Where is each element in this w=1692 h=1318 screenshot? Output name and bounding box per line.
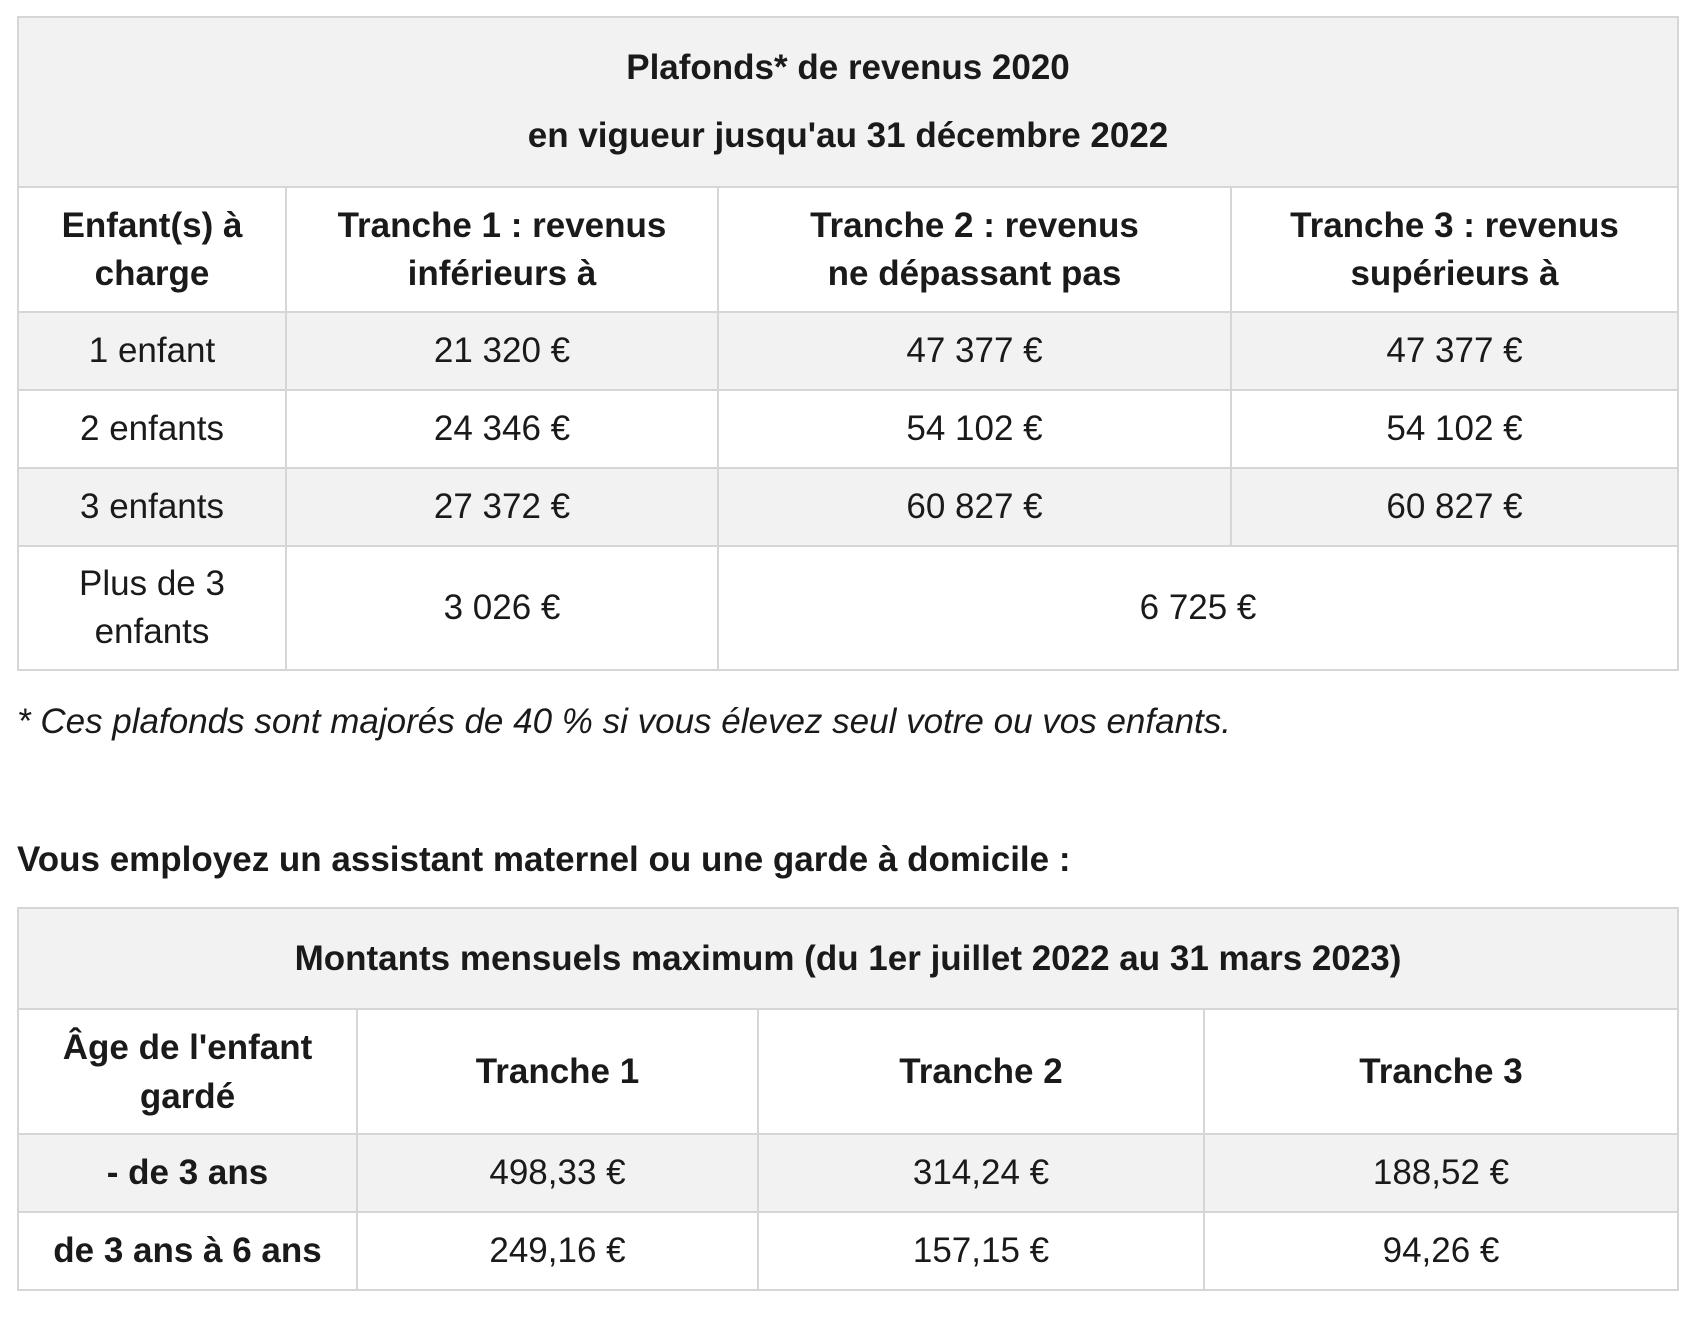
table-row (18, 468, 1678, 546)
row-label: de 3 ans à 6 ans (18, 1212, 357, 1290)
table1-caption-line1: Plafonds* de revenus 2020 (626, 48, 1070, 87)
cell-tranche2: 54 102 € (718, 390, 1231, 468)
table-row (18, 546, 1678, 670)
cell-tranche3: 47 377 € (1231, 312, 1678, 390)
section-heading: Vous employez un assistant maternel ou une garde à domicile : (17, 840, 1071, 879)
cell-tranche1: 3 026 € (286, 546, 718, 670)
table-row (18, 1212, 1678, 1290)
header-tranche1: Tranche 1 (357, 1009, 758, 1134)
table-row (18, 1134, 1678, 1212)
cell-tranche2: 60 827 € (718, 468, 1231, 546)
cell-tranche2: 157,15 € (758, 1212, 1204, 1290)
header-tranche3: Tranche 3 : revenus supérieurs à (1231, 187, 1678, 312)
cell-tranche1: 24 346 € (286, 390, 718, 468)
header-children: Enfant(s) à charge (18, 187, 286, 312)
table2-caption: Montants mensuels maximum (du 1er juillet 2022 au 31 mars 2023) (18, 908, 1678, 1009)
cell-tranche1: 498,33 € (357, 1134, 758, 1212)
header-age: Âge de l'enfant gardé (18, 1009, 357, 1134)
cell-tranche2: 47 377 € (718, 312, 1231, 390)
table-row (18, 312, 1678, 390)
row-label: 3 enfants (18, 468, 286, 546)
table1-caption (18, 17, 1678, 187)
header-tranche2: Tranche 2 : revenus ne dépassant pas (718, 187, 1231, 312)
cell-tranche2: 314,24 € (758, 1134, 1204, 1212)
row-label: 2 enfants (18, 390, 286, 468)
table1-caption-line2: en vigueur jusqu'au 31 décembre 2022 (527, 116, 1169, 155)
header-tranche1: Tranche 1 : revenus inférieurs à (286, 187, 718, 312)
footnote: * Ces plafonds sont majorés de 40 % si vous élevez seul votre ou vos enfants. (17, 702, 1231, 741)
cell-tranche3: 60 827 € (1231, 468, 1678, 546)
row-label: 1 enfant (18, 312, 286, 390)
cell-tranche3: 54 102 € (1231, 390, 1678, 468)
header-tranche3: Tranche 3 (1204, 1009, 1678, 1134)
header-tranche2: Tranche 2 (758, 1009, 1204, 1134)
cell-tranche1: 249,16 € (357, 1212, 758, 1290)
cell-tranche2-3: 6 725 € (718, 546, 1678, 670)
row-label: Plus de 3 enfants (18, 546, 286, 670)
cell-tranche1: 21 320 € (286, 312, 718, 390)
table-row (18, 390, 1678, 468)
cell-tranche1: 27 372 € (286, 468, 718, 546)
row-label: - de 3 ans (18, 1134, 357, 1212)
income-ceilings-table (17, 16, 1679, 671)
cell-tranche3: 188,52 € (1204, 1134, 1678, 1212)
monthly-amounts-table (17, 907, 1679, 1291)
cell-tranche3: 94,26 € (1204, 1212, 1678, 1290)
